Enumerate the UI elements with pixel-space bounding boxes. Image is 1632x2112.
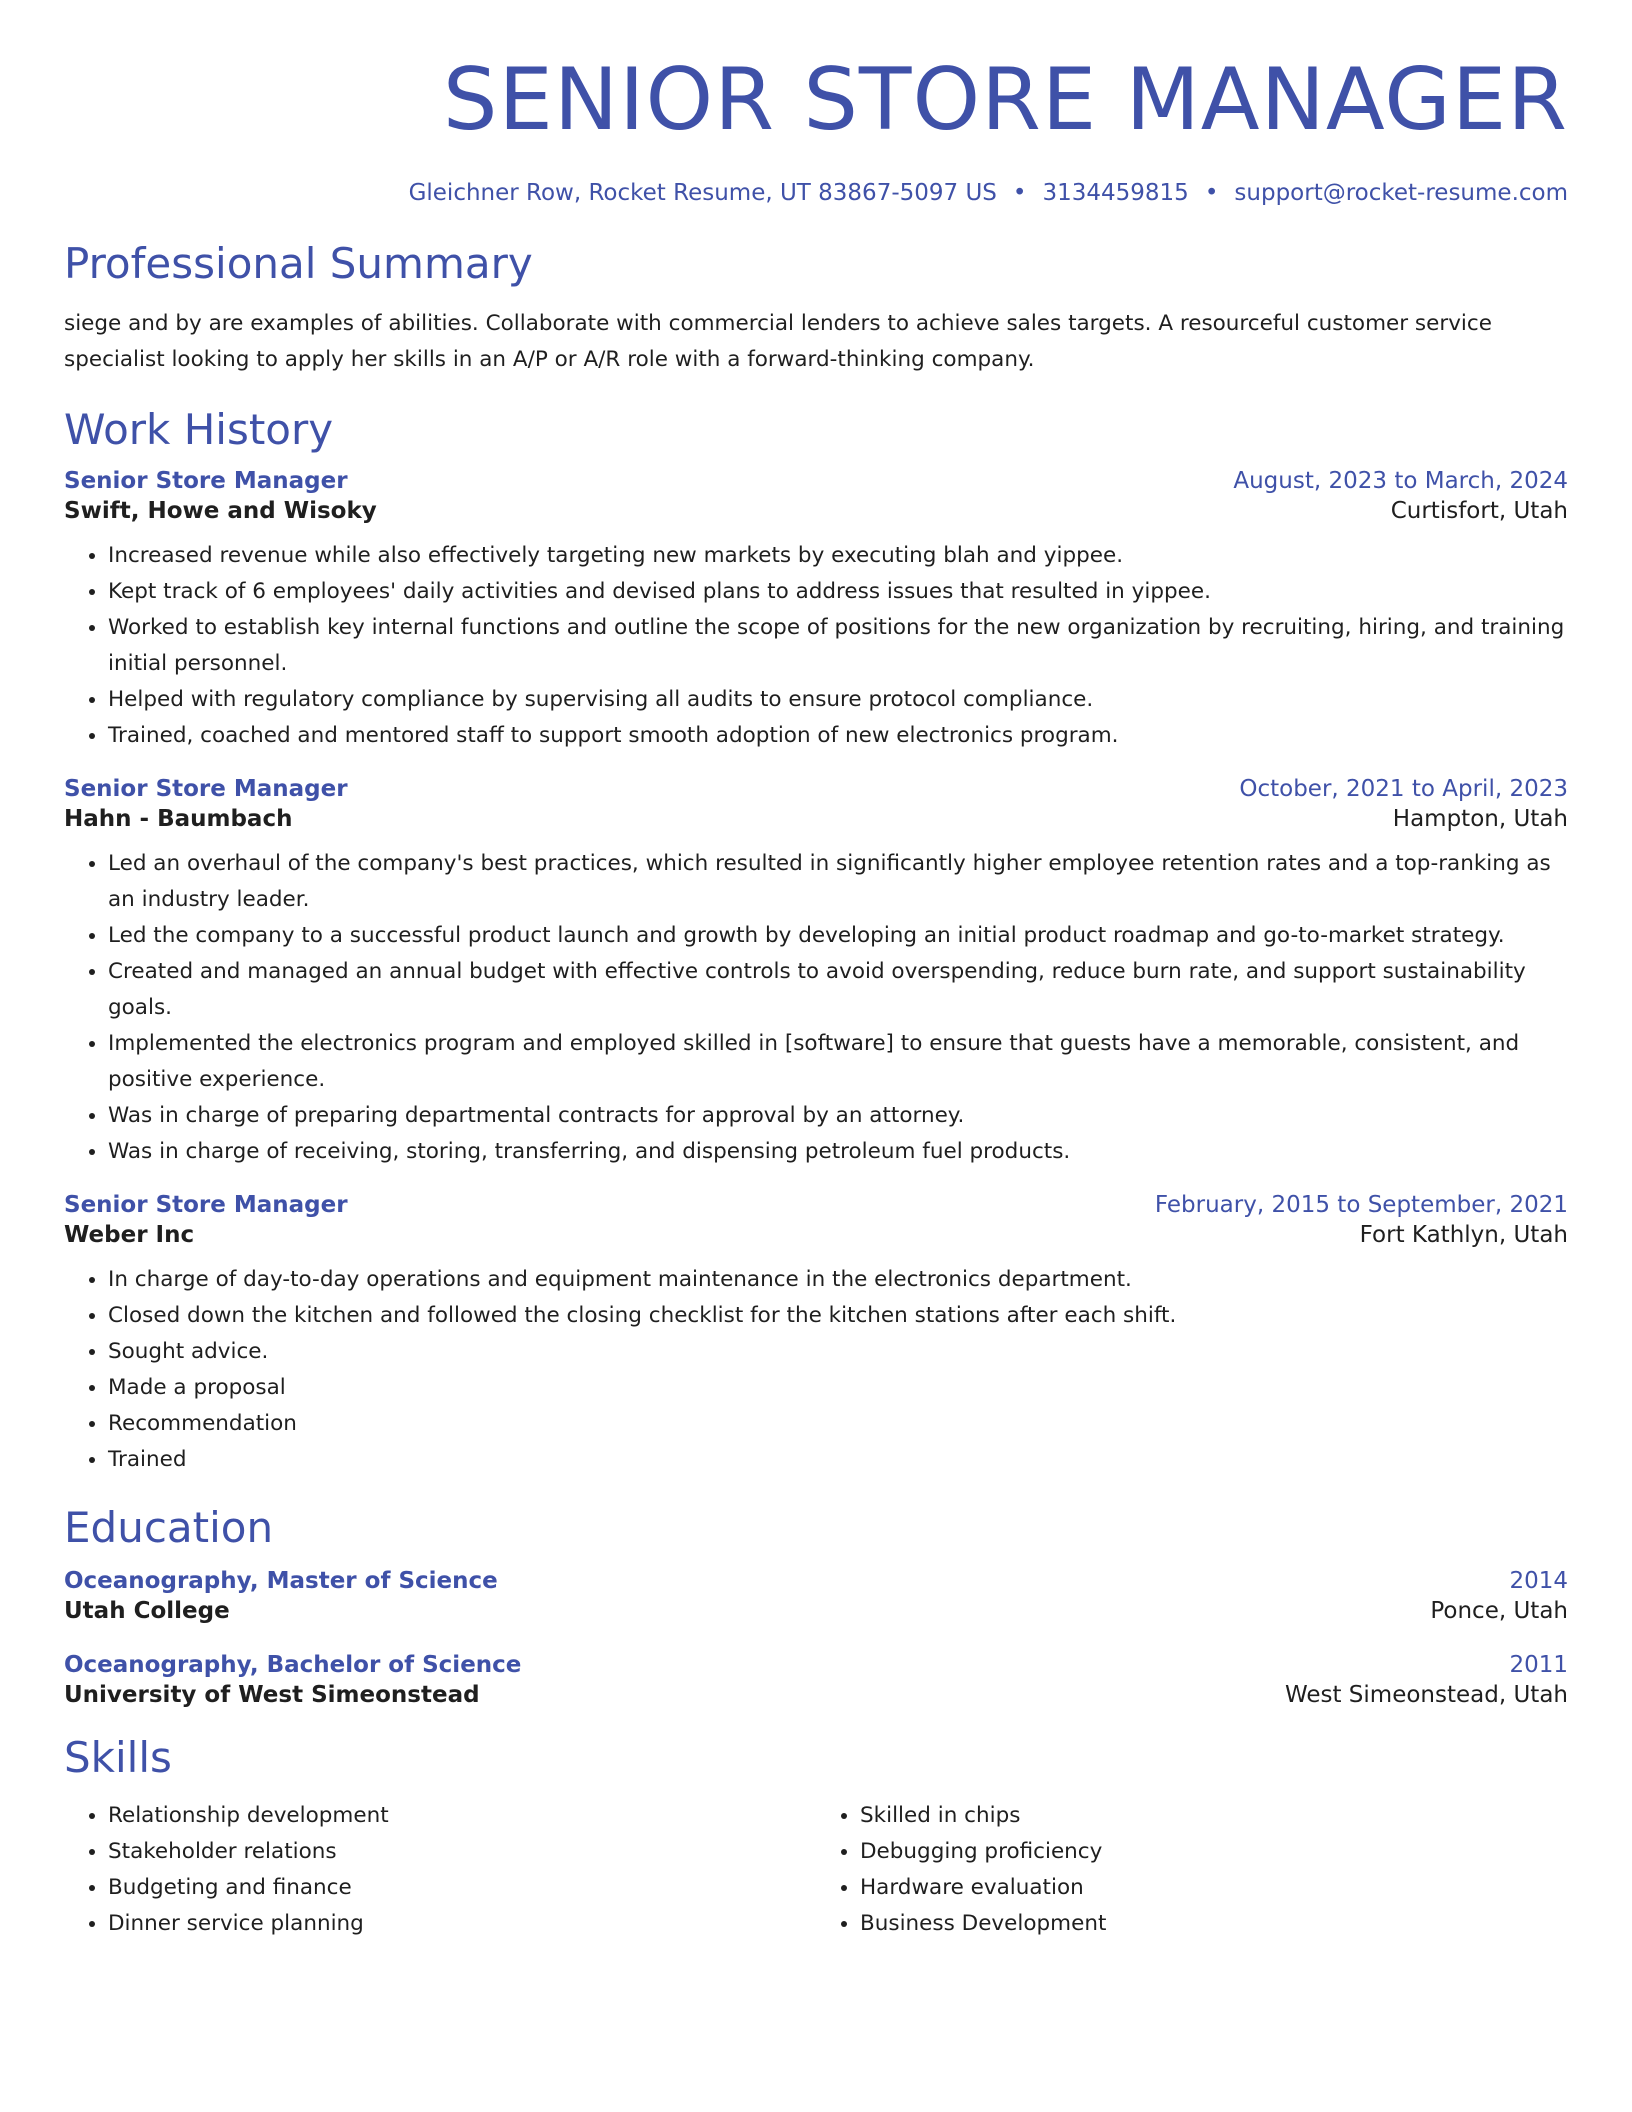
job-bullet: • Trained, coached and mentored staff to support smooth adoption of new electronics program. <box>108 718 1568 754</box>
job-bullet: • Kept track of 6 employees' daily activities and devised plans to address issues that resulted in yippee. <box>108 574 1568 610</box>
summary-heading: Professional Summary <box>64 239 533 288</box>
job-entry <box>64 468 1568 754</box>
job-dates: August, 2023 to March, 2024 <box>1233 468 1568 494</box>
job-bullet: • Increased revenue while also effectively targeting new markets by executing blah and yippee. <box>108 538 1568 574</box>
education-school: Utah College <box>64 1598 230 1624</box>
job-company-row <box>64 1222 1568 1248</box>
job-bullet: • Led an overhaul of the company's best practices, which resulted in significantly higher employee retention rates and a top-ranking as an industry leader. <box>108 846 1568 918</box>
contact-line <box>64 180 1568 206</box>
job-title: Senior Store Manager <box>64 468 348 494</box>
job-bullet: • Trained <box>108 1442 1568 1478</box>
contact-separator: • <box>1012 180 1027 206</box>
job-bullet: • Implemented the electronics program and employed skilled in [software] to ensure that guests have a memorable, consistent, and positive experience. <box>108 1026 1568 1098</box>
job-bullet: • Led the company to a successful product launch and growth by developing an initial product roadmap and go-to-market strategy. <box>108 918 1568 954</box>
skill-item: • Relationship development <box>108 1798 816 1834</box>
skill-item: • Skilled in chips <box>860 1798 1568 1834</box>
skills-right-list <box>816 1798 1568 1942</box>
skill-item: • Stakeholder relations <box>108 1834 816 1870</box>
job-company: Hahn - Baumbach <box>64 806 293 832</box>
job-dates: February, 2015 to September, 2021 <box>1154 1192 1568 1218</box>
job-company: Swift, Howe and Wisoky <box>64 498 377 524</box>
education-location: West Simeonstead, Utah <box>1284 1682 1568 1708</box>
skill-item: • Dinner service planning <box>108 1906 816 1942</box>
job-company-row <box>64 498 1568 524</box>
education-degree: Oceanography, Bachelor of Science <box>64 1652 522 1678</box>
job-location: Fort Kathlyn, Utah <box>1359 1222 1568 1248</box>
education-school-row <box>64 1682 1568 1708</box>
job-bullets <box>64 846 1568 1170</box>
education-degree: Oceanography, Master of Science <box>64 1568 498 1594</box>
education-entry <box>64 1652 1568 1708</box>
job-location: Hampton, Utah <box>1392 806 1568 832</box>
work-history-heading: Work History <box>64 405 334 454</box>
skill-item: • Budgeting and finance <box>108 1870 816 1906</box>
job-entry <box>64 1192 1568 1478</box>
job-title-row <box>64 468 1568 494</box>
education-year: 2011 <box>1509 1652 1568 1678</box>
summary-text: siege and by are examples of abilities. Collaborate with commercial lenders to achieve sales targets. A resourceful customer service specialist looking to apply her skills in an A/P or A/R role with a forward-thinking company. <box>64 311 1492 372</box>
education-year: 2014 <box>1509 1568 1568 1594</box>
job-dates: October, 2021 to April, 2023 <box>1239 776 1568 802</box>
skill-item: • Hardware evaluation <box>860 1870 1568 1906</box>
skills-left-list <box>64 1798 816 1942</box>
education-entry <box>64 1568 1568 1624</box>
job-bullet: • Helped with regulatory compliance by supervising all audits to ensure protocol compliance. <box>108 682 1568 718</box>
contact-phone: 3134459815 <box>1042 180 1189 206</box>
education-location: Ponce, Utah <box>1430 1598 1568 1624</box>
job-bullet: • Sought advice. <box>108 1334 1568 1370</box>
job-location: Curtisfort, Utah <box>1390 498 1568 524</box>
job-bullet: • Made a proposal <box>108 1370 1568 1406</box>
skill-item: • Debugging proficiency <box>860 1834 1568 1870</box>
contact-email: support@rocket-resume.com <box>1234 180 1568 206</box>
job-company: Weber Inc <box>64 1222 195 1248</box>
job-company-row <box>64 806 1568 832</box>
skill-item: • Business Development <box>860 1906 1568 1942</box>
job-title: Senior Store Manager <box>64 776 348 802</box>
job-title-row <box>64 776 1568 802</box>
job-entry <box>64 776 1568 1170</box>
job-bullet: • Was in charge of preparing departmental contracts for approval by an attorney. <box>108 1098 1568 1134</box>
job-bullet: • Closed down the kitchen and followed the closing checklist for the kitchen stations after each shift. <box>108 1298 1568 1334</box>
job-bullet: • Was in charge of receiving, storing, transferring, and dispensing petroleum fuel products. <box>108 1134 1568 1170</box>
education-heading: Education <box>64 1503 274 1552</box>
job-title: Senior Store Manager <box>64 1192 348 1218</box>
resume-name: SENIOR STORE MANAGER <box>442 50 1568 150</box>
education-school: University of West Simeonstead <box>64 1682 480 1708</box>
job-title-row <box>64 1192 1568 1218</box>
education-school-row <box>64 1598 1568 1624</box>
contact-address: Gleichner Row, Rocket Resume, UT 83867-5097 US <box>408 180 997 206</box>
job-bullet: • Worked to establish key internal functions and outline the scope of positions for the new organization by recruiting, hiring, and training initial personnel. <box>108 610 1568 682</box>
education-degree-row <box>64 1652 1568 1678</box>
job-bullet: • Created and managed an annual budget with effective controls to avoid overspending, reduce burn rate, and support sustainability goals. <box>108 954 1568 1026</box>
job-bullets <box>64 1262 1568 1478</box>
job-bullets <box>64 538 1568 754</box>
education-degree-row <box>64 1568 1568 1594</box>
job-bullet: • Recommendation <box>108 1406 1568 1442</box>
contact-separator: • <box>1204 180 1219 206</box>
job-bullet: • In charge of day-to-day operations and equipment maintenance in the electronics department. <box>108 1262 1568 1298</box>
skills-heading: Skills <box>64 1733 172 1782</box>
skills-columns <box>64 1798 1568 1942</box>
